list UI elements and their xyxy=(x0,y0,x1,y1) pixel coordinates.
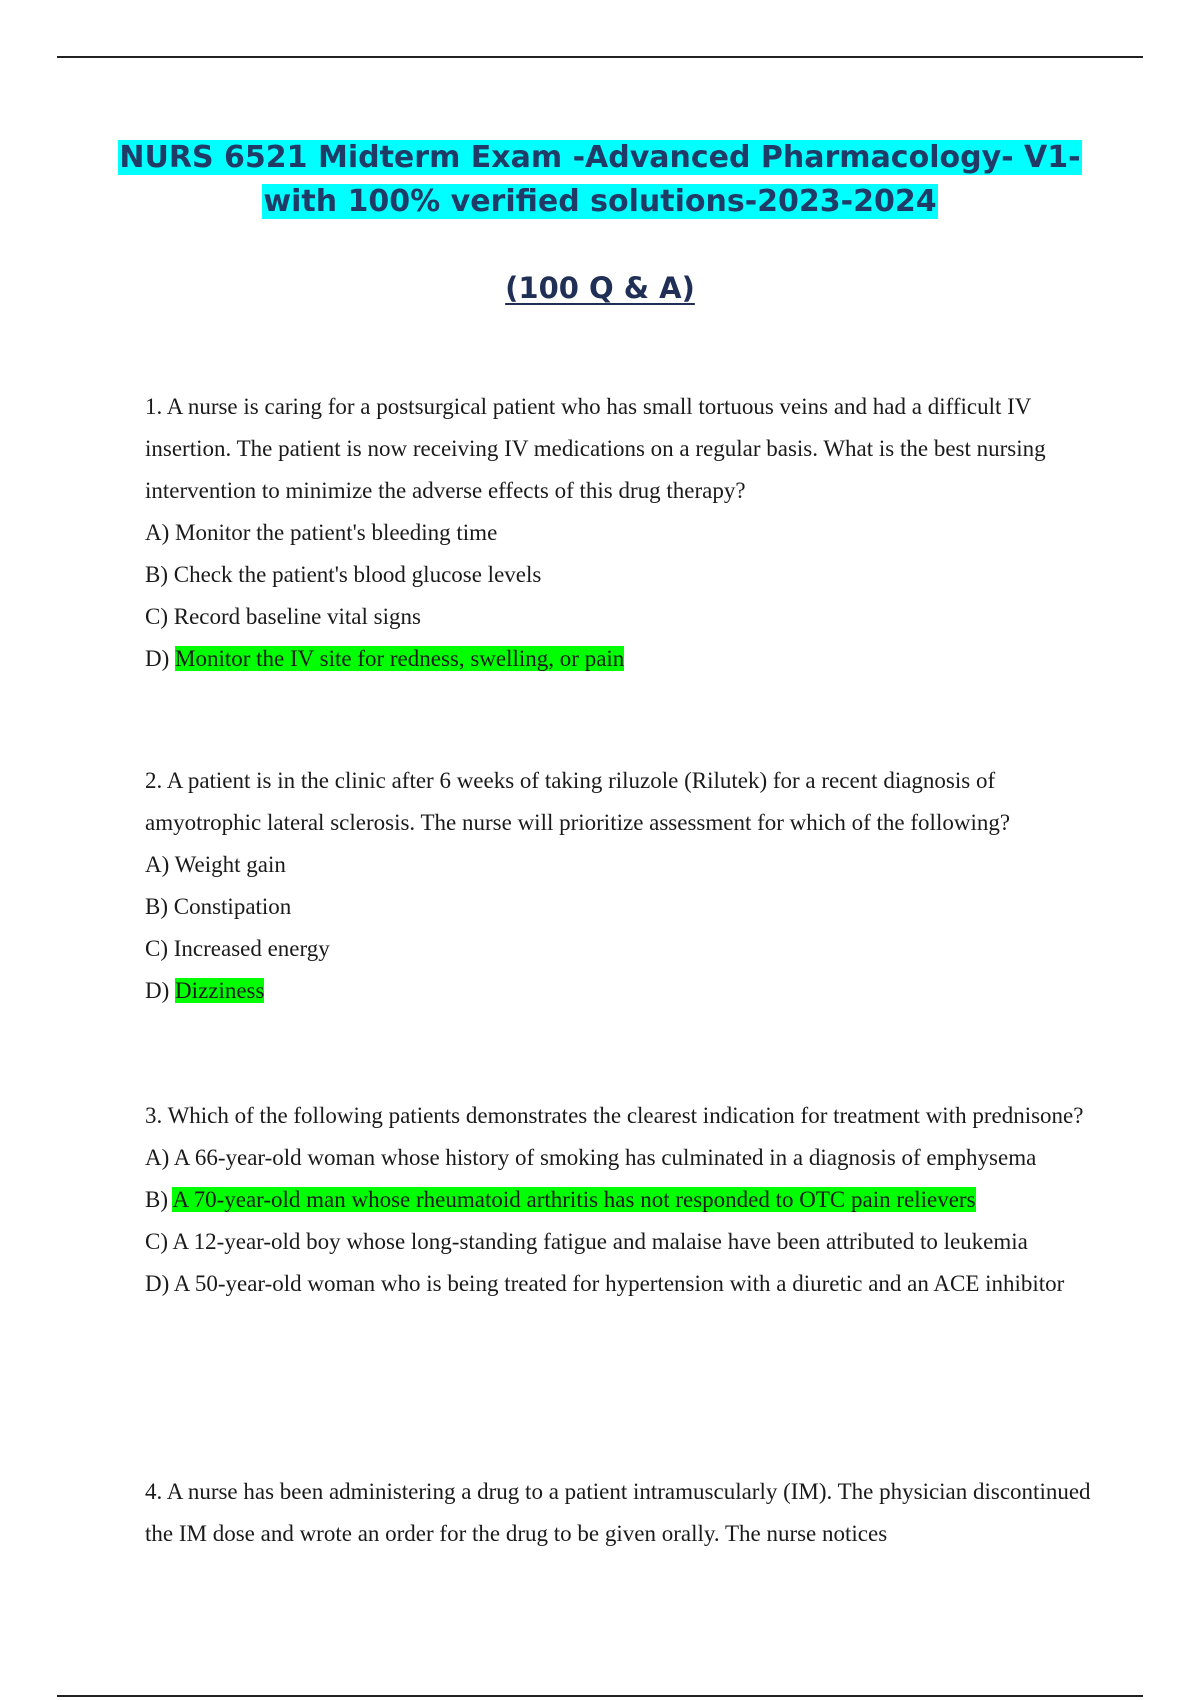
question-stem: 1. A nurse is caring for a postsurgical patient who has small tortuous veins and had a difficult IV insertion. The patient is now receiving IV medications on a regular basis. What is the best nursing intervention to minimize the adverse effects of this drug therapy? xyxy=(145,394,1046,503)
option-text: Record baseline vital signs xyxy=(173,604,421,629)
option-text: Constipation xyxy=(173,894,292,919)
correct-answer-highlight: A 70-year-old man whose rheumatoid arthritis has not responded to OTC pain relievers xyxy=(172,1187,976,1212)
option-text: Monitor the patient's bleeding time xyxy=(175,520,498,545)
option-text: A 50-year-old woman who is being treated for hypertension with a diuretic and an ACE inhibitor xyxy=(173,1271,1065,1296)
bottom-rule xyxy=(57,1695,1143,1697)
option-text: Increased energy xyxy=(173,936,330,961)
question-1 xyxy=(145,386,1095,680)
option-letter: A) xyxy=(145,852,170,877)
top-rule xyxy=(57,56,1143,58)
title-line-1: NURS 6521 Midterm Exam -Advanced Pharmacology- V1- xyxy=(119,140,1081,175)
document-subtitle xyxy=(0,271,1200,305)
correct-answer-highlight: Dizziness xyxy=(175,978,265,1003)
option-letter: D) xyxy=(145,978,170,1003)
option-a xyxy=(145,844,1095,886)
option-letter: D) xyxy=(145,1271,170,1296)
option-text: A 66-year-old woman whose history of smoking has culminated in a diagnosis of emphysema xyxy=(173,1145,1037,1170)
option-letter: C) xyxy=(145,604,168,629)
option-text: Weight gain xyxy=(174,852,286,877)
option-c xyxy=(145,1221,1095,1263)
question-stem: 3. Which of the following patients demonstrates the clearest indication for treatment with prednisone? xyxy=(145,1103,1084,1128)
document-title xyxy=(0,136,1200,224)
option-text: A 12-year-old boy whose long-standing fatigue and malaise have been attributed to leukemia xyxy=(172,1229,1028,1254)
option-letter: A) xyxy=(145,1145,170,1170)
option-letter: D) xyxy=(145,646,170,671)
option-letter: A) xyxy=(145,520,170,545)
option-c xyxy=(145,596,1095,638)
question-2 xyxy=(145,760,1095,1012)
title-line-2: with 100% verified solutions-2023-2024 xyxy=(263,184,937,219)
question-3 xyxy=(145,1095,1095,1305)
option-b xyxy=(145,554,1095,596)
option-b xyxy=(145,1179,1095,1221)
option-letter: C) xyxy=(145,1229,168,1254)
question-4 xyxy=(145,1471,1095,1555)
option-text: Check the patient's blood glucose levels xyxy=(173,562,542,587)
option-b xyxy=(145,886,1095,928)
subtitle-text: (100 Q & A) xyxy=(505,271,695,305)
option-a xyxy=(145,512,1095,554)
option-d xyxy=(145,970,1095,1012)
option-a xyxy=(145,1137,1095,1179)
option-letter: B) xyxy=(145,1187,168,1212)
option-d xyxy=(145,1263,1095,1305)
option-letter: B) xyxy=(145,562,168,587)
option-letter: B) xyxy=(145,894,168,919)
option-letter: C) xyxy=(145,936,168,961)
question-stem: 2. A patient is in the clinic after 6 weeks of taking riluzole (Rilutek) for a recent diagnosis of amyotrophic lateral sclerosis. The nurse will prioritize assessment for which of the following? xyxy=(145,768,1011,835)
option-d xyxy=(145,638,1095,680)
option-c xyxy=(145,928,1095,970)
correct-answer-highlight: Monitor the IV site for redness, swelling, or pain xyxy=(175,646,625,671)
question-stem: 4. A nurse has been administering a drug to a patient intramuscularly (IM). The physician discontinued the IM dose and wrote an order for the drug to be given orally. The nurse notices xyxy=(145,1479,1091,1546)
